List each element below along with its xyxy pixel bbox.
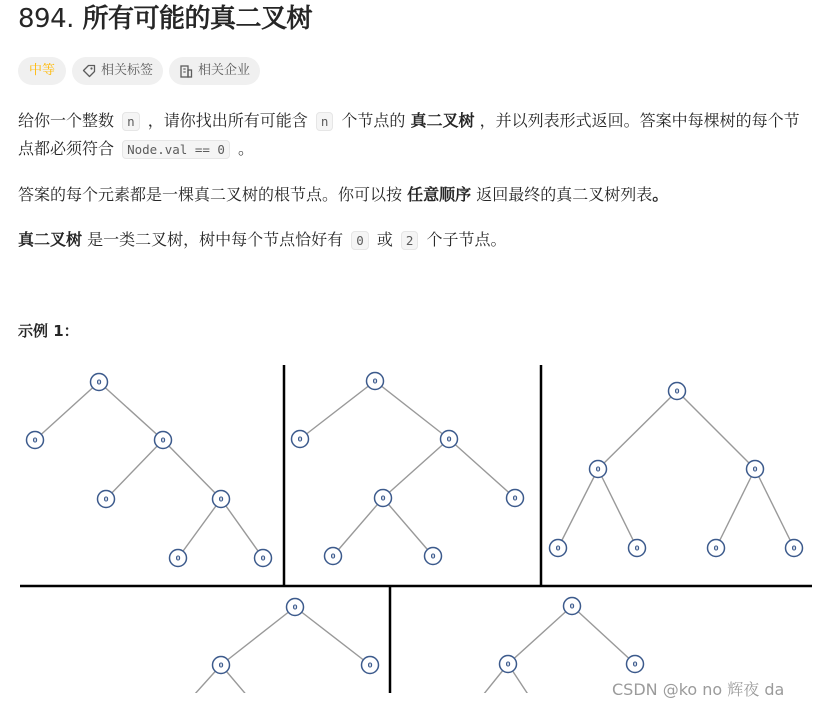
svg-text:0: 0	[791, 544, 797, 553]
svg-text:0: 0	[430, 552, 436, 561]
inline-code: 0	[351, 231, 369, 250]
tree-node	[325, 548, 342, 565]
tree-edge	[598, 391, 677, 469]
difficulty-label: 中等	[29, 63, 56, 78]
tree-edges	[32, 378, 794, 693]
tree-node	[669, 383, 686, 400]
svg-text:0: 0	[32, 436, 38, 445]
description-paragraph-2	[18, 181, 808, 208]
svg-text:0: 0	[175, 554, 181, 563]
tree-edge	[295, 607, 370, 665]
tree-nodes	[27, 373, 803, 674]
tree-node	[425, 548, 442, 565]
tree-edge	[375, 381, 449, 439]
text: 个子节点。	[421, 230, 507, 249]
svg-text:0: 0	[292, 603, 298, 612]
svg-text:0: 0	[372, 377, 378, 386]
bold-term: 任意顺序	[407, 185, 472, 204]
tree-edge	[300, 381, 375, 439]
tree-edge	[106, 440, 163, 499]
tree-edge	[716, 469, 755, 548]
tree-node	[590, 461, 607, 478]
tree-edge	[221, 607, 295, 665]
svg-text:0: 0	[512, 494, 518, 503]
tree-edge	[508, 606, 572, 664]
problem-number: 894.	[18, 4, 74, 34]
svg-text:0: 0	[96, 378, 102, 387]
tree-node	[367, 373, 384, 390]
bold-term: 真二叉树	[410, 111, 475, 130]
tree-edge	[755, 469, 794, 548]
svg-text:0: 0	[752, 465, 758, 474]
tree-node	[550, 540, 567, 557]
svg-text:0: 0	[218, 661, 224, 670]
tree-edge	[572, 606, 635, 664]
text: 是一类二叉树，树中每个节点恰好有	[82, 230, 349, 249]
tree-node	[170, 550, 187, 567]
svg-text:0: 0	[632, 660, 638, 669]
tree-node	[375, 490, 392, 507]
svg-text:0: 0	[569, 602, 575, 611]
inline-code: n	[316, 112, 334, 131]
svg-text:0: 0	[103, 495, 109, 504]
text: 个节点的	[336, 111, 411, 130]
svg-text:0: 0	[505, 660, 511, 669]
tree-edge	[383, 439, 449, 498]
svg-text:0: 0	[297, 435, 303, 444]
related-companies-button[interactable]	[169, 57, 260, 85]
building-icon	[179, 64, 193, 78]
svg-text:0: 0	[260, 554, 266, 563]
tree-edge	[163, 440, 221, 499]
tree-node	[287, 599, 304, 616]
text: ，请你找出所有可能含	[142, 111, 313, 130]
tree-edge	[558, 469, 598, 548]
tree-node	[27, 432, 44, 449]
example-trees-figure	[0, 360, 820, 693]
tree-node	[91, 374, 108, 391]
text: 答案的每个元素都是一棵真二叉树的根节点。你可以按	[18, 185, 408, 204]
page-title	[18, 1, 312, 37]
inline-code: 2	[401, 231, 419, 250]
svg-text:0: 0	[160, 436, 166, 445]
inline-code: n	[122, 112, 140, 131]
svg-text:0: 0	[555, 544, 561, 553]
tree-node	[564, 598, 581, 615]
tree-edge	[677, 391, 755, 469]
tree-node	[786, 540, 803, 557]
svg-text:0: 0	[367, 661, 373, 670]
inline-code: Node.val == 0	[122, 140, 230, 159]
related-tags-button[interactable]	[72, 57, 163, 85]
tree-edge	[221, 499, 263, 558]
tree-node	[213, 491, 230, 508]
text: 返回最终的真二叉树列表	[471, 185, 653, 204]
tree-edge	[99, 382, 163, 440]
tree-node	[213, 657, 230, 674]
bold-period: 。	[652, 185, 669, 204]
svg-text:0: 0	[380, 494, 386, 503]
tree-edge	[35, 382, 99, 440]
related-tags-label: 相关标签	[101, 63, 154, 78]
tree-node	[362, 657, 379, 674]
tree-node	[500, 656, 517, 673]
tree-node	[708, 540, 725, 557]
text: 。	[232, 139, 255, 158]
tag-row	[18, 57, 260, 85]
tree-node	[747, 461, 764, 478]
text: 给你一个整数	[18, 111, 120, 130]
tree-node	[629, 540, 646, 557]
example-label: 示例 1：	[18, 322, 79, 340]
tree-edge	[598, 469, 637, 548]
svg-text:0: 0	[674, 387, 680, 396]
tree-edge	[449, 439, 515, 498]
tree-edge	[333, 498, 383, 556]
tree-node	[441, 431, 458, 448]
tree-node	[292, 431, 309, 448]
problem-title: 所有可能的真二叉树	[82, 4, 312, 34]
tree-node	[155, 432, 172, 449]
svg-text:0: 0	[330, 552, 336, 561]
difficulty-badge[interactable]	[18, 57, 66, 85]
bold-term: 真二叉树	[18, 230, 83, 249]
tree-edge	[383, 498, 433, 556]
panel-dividers	[20, 365, 812, 693]
tree-edge	[178, 499, 221, 558]
tree-node	[98, 491, 115, 508]
description-paragraph-3	[18, 226, 808, 254]
watermark: CSDN @ko no 辉夜 da	[612, 680, 785, 699]
tree-node	[255, 550, 272, 567]
svg-text:0: 0	[218, 495, 224, 504]
svg-text:0: 0	[595, 465, 601, 474]
svg-text:0: 0	[446, 435, 452, 444]
related-companies-label: 相关企业	[198, 63, 251, 78]
text: 或	[371, 230, 398, 249]
svg-text:0: 0	[713, 544, 719, 553]
tag-icon	[82, 64, 96, 78]
svg-text:0: 0	[634, 544, 640, 553]
tree-node	[627, 656, 644, 673]
tree-node	[507, 490, 524, 507]
description-paragraph-1	[18, 107, 808, 163]
text: ，并以列表形式返回。答案中每棵树的每个节点都必须符合	[18, 111, 800, 158]
